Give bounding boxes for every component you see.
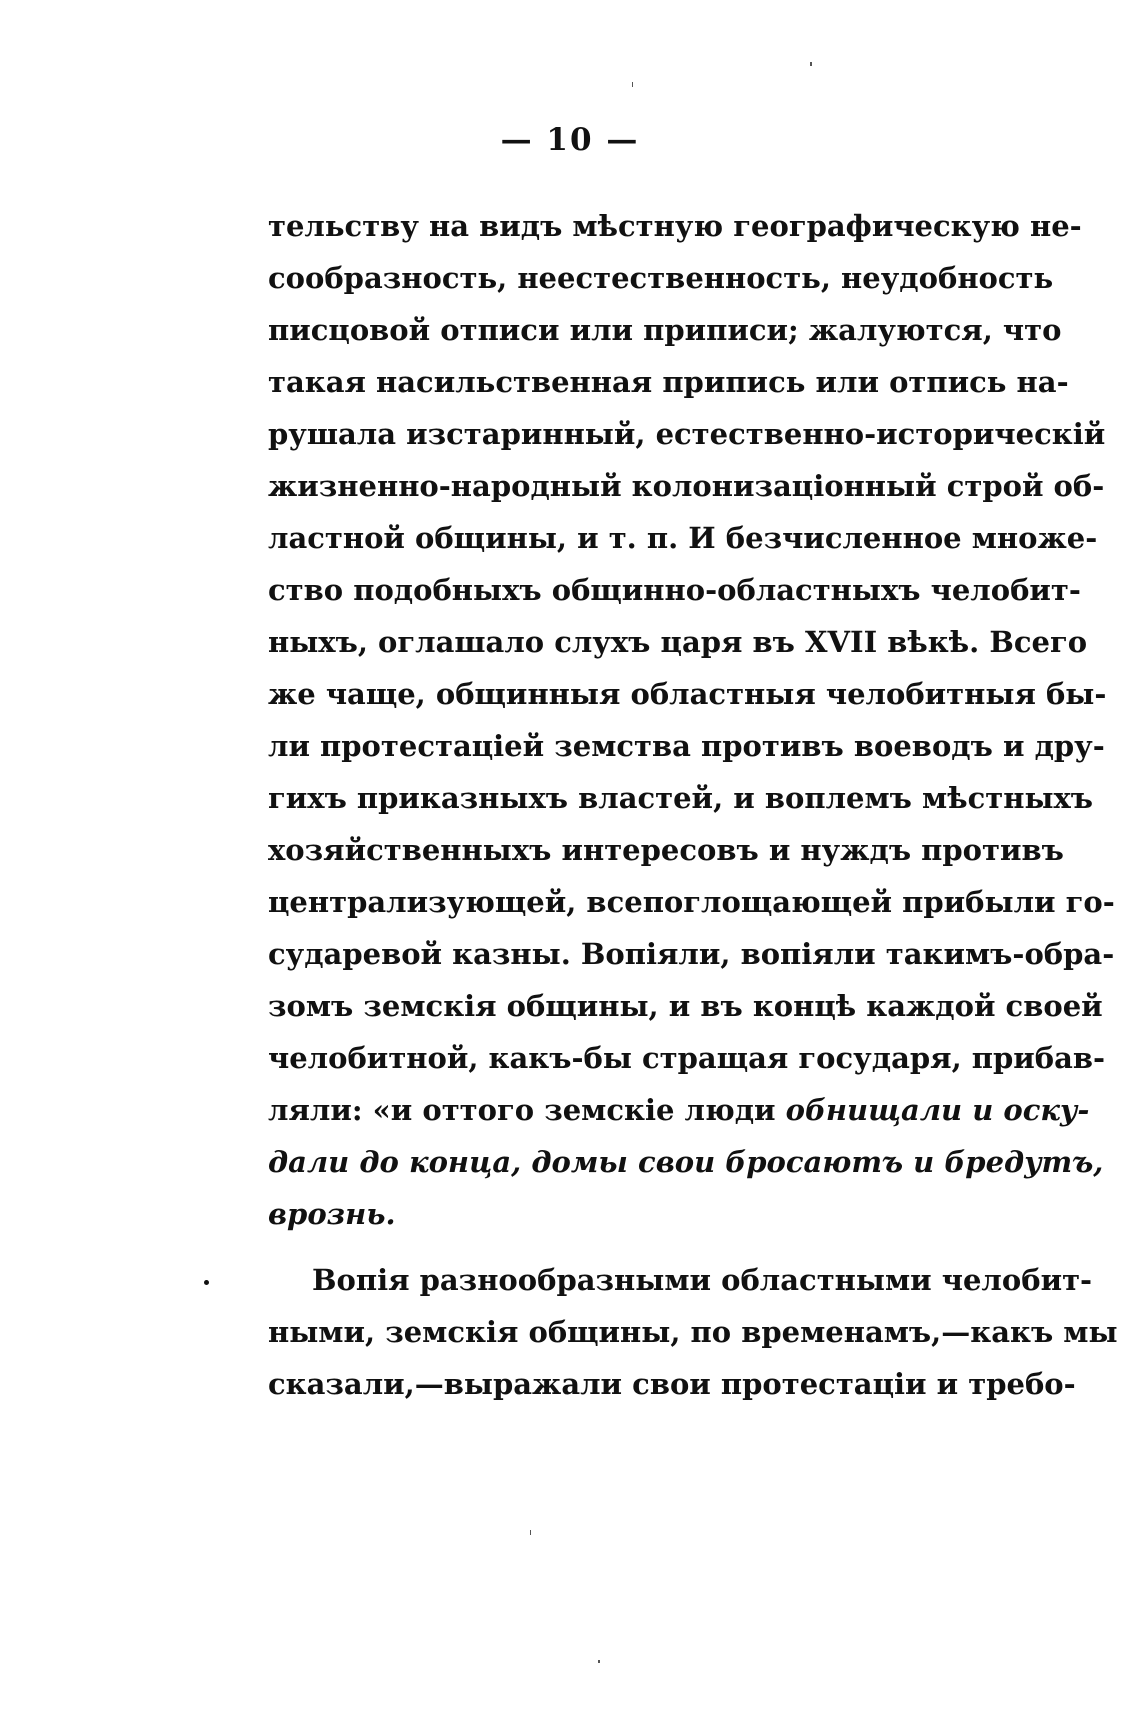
text-line	[268, 512, 1098, 564]
text-line	[268, 772, 1094, 824]
line-text: же чаще, общинныя областныя челобитныя бы-	[268, 677, 1107, 711]
paragraph-2	[268, 1254, 1118, 1410]
text-line	[268, 1358, 1076, 1410]
italic-quote-text: дали до конца, домы свои бросаютъ и бредутъ,	[268, 1145, 1104, 1179]
line-text: зомъ земскія общины, и въ концѣ каждой своей	[268, 989, 1103, 1023]
text-line	[268, 408, 1106, 460]
line-text: централизующей, всепоглощающей прибыли го-	[268, 885, 1115, 919]
paragraph-1	[268, 200, 1115, 1240]
scan-speck	[530, 1530, 531, 1535]
line-text: ластной общины, и т. п. И безчисленное множе-	[268, 521, 1098, 555]
line-text: сказали,—выражали свои протестаціи и требо-	[268, 1367, 1076, 1401]
text-line	[268, 1084, 1090, 1136]
scan-speck	[810, 62, 812, 66]
text-line	[268, 304, 1062, 356]
italic-quote-text: обнищали и оску-	[785, 1093, 1090, 1127]
text-line	[268, 616, 1088, 668]
text-line	[268, 1188, 1001, 1240]
text-line	[268, 980, 1103, 1032]
line-text: хозяйственныхъ интересовъ и нуждъ противъ	[268, 833, 1064, 867]
line-text: сообразность, неестественность, неудобность	[268, 261, 1054, 295]
body-text	[268, 200, 1118, 1410]
paragraph-gap	[268, 1240, 1001, 1254]
line-text: такая насильственная припись или отпись на-	[268, 365, 1069, 399]
text-line	[268, 824, 1064, 876]
line-text: рушала изстаринный, естественно-историческій	[268, 417, 1106, 451]
text-line	[268, 460, 1105, 512]
line-text: сударевой казны. Вопіяли, вопіяли такимъ-обра-	[268, 937, 1115, 971]
scan-speck	[632, 82, 633, 87]
line-text: ныхъ, оглашало слухъ царя въ XVII вѣкѣ. Всего	[268, 625, 1088, 659]
line-text: ляли: «и оттого земскіе люди	[268, 1093, 786, 1127]
text-line	[268, 200, 1082, 252]
page-number: — 10 —	[500, 122, 640, 158]
italic-quote-text: врознь.	[268, 1197, 396, 1231]
text-line	[268, 928, 1115, 980]
line-text: ли протестаціей земства противъ воеводъ и дру-	[268, 729, 1105, 763]
text-line	[268, 1032, 1106, 1084]
line-text: ство подобныхъ общинно-областныхъ челобит-	[268, 573, 1081, 607]
scan-speck	[598, 1660, 600, 1663]
text-line	[268, 1254, 1093, 1306]
line-text: писцовой отписи или приписи; жалуются, что	[268, 313, 1062, 347]
text-line	[268, 1306, 1118, 1358]
text-line	[268, 876, 1115, 928]
line-text: жизненно-народный колонизаціонный строй об-	[268, 469, 1105, 503]
line-text: тельству на видъ мѣстную географическую не-	[268, 209, 1082, 243]
line-text: ными, земскія общины, по временамъ,—какъ мы	[268, 1315, 1118, 1349]
text-line	[268, 1136, 1104, 1188]
text-line	[268, 252, 1054, 304]
margin-dot	[204, 1280, 209, 1285]
text-line	[268, 564, 1081, 616]
text-line	[268, 668, 1107, 720]
line-text: гихъ приказныхъ властей, и воплемъ мѣстныхъ	[268, 781, 1094, 815]
text-line	[268, 720, 1105, 772]
line-text: Вопія разнообразными областными челобит-	[312, 1263, 1093, 1297]
text-line	[268, 356, 1069, 408]
line-text: челобитной, какъ-бы стращая государя, прибав-	[268, 1041, 1106, 1075]
